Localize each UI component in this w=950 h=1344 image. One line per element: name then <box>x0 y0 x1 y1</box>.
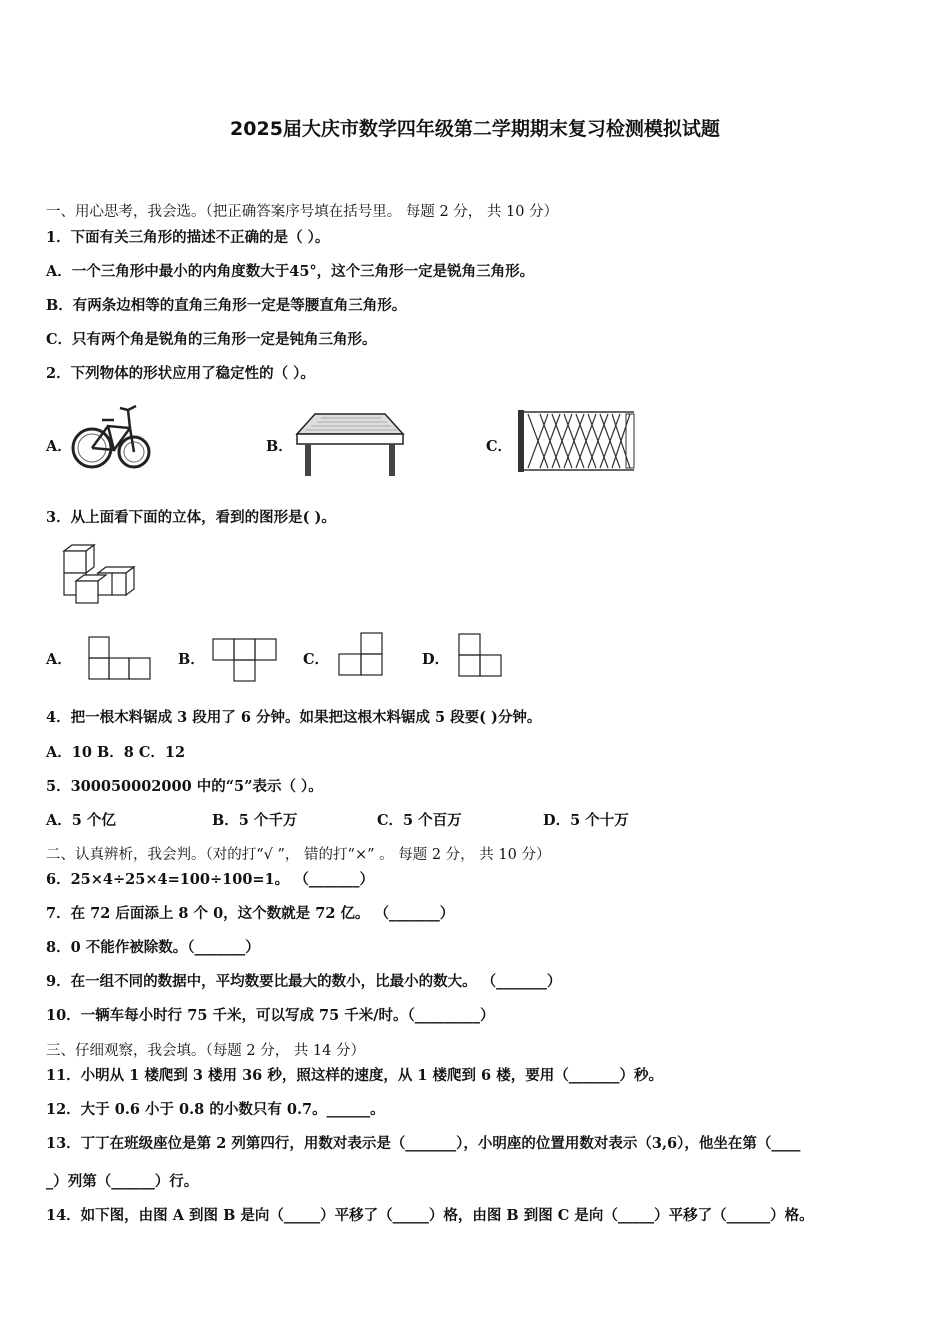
question-1-option-a: A．一个三角形中最小的内角度数大于45°，这个三角形一定是锐角三角形。 <box>46 263 535 280</box>
question-2-option-c: C． <box>486 438 513 455</box>
question-5-option-d: D．5 个十万 <box>543 812 629 829</box>
question-14: 14．如下图，由图 A 到图 B 是向（_____）平移了（_____）格，由图 B 到图 C 是向（_____）平移了（______）格。 <box>46 1207 814 1224</box>
question-5-stem: 5．300050002000 中的“5”表示（ ）。 <box>46 778 323 795</box>
question-5-option-c: C．5 个百万 <box>377 812 462 829</box>
question-5-option-a: A．5 个亿 <box>46 812 116 829</box>
shape-a-image <box>88 636 152 680</box>
question-13-line-1: 13．丁丁在班级座位是第 2 列第四行，用数对表示是（_______），小明座的位置用数对表示（3,6），他坐在第（____ <box>46 1135 801 1152</box>
question-13-line-2: _）列第（______）行。 <box>46 1173 199 1190</box>
bicycle-image <box>72 398 152 474</box>
retractable-gate-image <box>518 410 636 474</box>
question-1-option-c: C．只有两个角是锐角的三角形一定是钝角三角形。 <box>46 331 377 348</box>
question-2-option-b: B． <box>266 438 293 455</box>
question-3-option-a: A． <box>46 651 72 668</box>
section-2-heading: 二、认真辨析，我会判。（对的打“√ ”， 错的打“×” 。 每题 2 分， 共 10 分） <box>46 847 551 863</box>
table-image <box>295 412 405 478</box>
question-2-option-a: A． <box>46 438 72 455</box>
question-9: 9．在一组不同的数据中，平均数要比最大的数小，比最小的数大。 （_______） <box>46 973 562 990</box>
question-1-stem: 1．下面有关三角形的描述不正确的是（ ）。 <box>46 229 330 246</box>
shape-c-image <box>338 632 384 678</box>
question-6: 6．25×4÷25×4=100÷100=1。 （_______） <box>46 871 374 888</box>
page-title: 2025届大庆市数学四年级第二学期期末复习检测模拟试题 <box>230 118 720 140</box>
shape-d-image <box>458 633 504 679</box>
question-4-stem: 4．把一根木料锯成 3 段用了 6 分钟。如果把这根木料锯成 5 段要( )分钟。 <box>46 709 542 726</box>
question-3-option-b: B． <box>178 651 205 668</box>
question-8: 8．0 不能作被除数。（_______） <box>46 939 260 956</box>
section-3-heading: 三、仔细观察，我会填。（每题 2 分， 共 14 分） <box>46 1043 365 1059</box>
cube-stack-image <box>56 543 136 607</box>
section-1-heading: 一、用心思考，我会选。（把正确答案序号填在括号里。 每题 2 分， 共 10 分） <box>46 204 559 220</box>
question-1-option-b: B．有两条边相等的直角三角形一定是等腰直角三角形。 <box>46 297 407 314</box>
question-7: 7．在 72 后面添上 8 个 0，这个数就是 72 亿。 （_______） <box>46 905 455 922</box>
question-3-option-d: D． <box>422 651 450 668</box>
question-11: 11．小明从 1 楼爬到 3 楼用 36 秒，照这样的速度，从 1 楼爬到 6 楼，要用（_______）秒。 <box>46 1067 663 1084</box>
shape-b-image <box>212 638 278 682</box>
question-10: 10．一辆车每小时行 75 千米，可以写成 75 千米/时。（_________） <box>46 1007 495 1024</box>
question-3-stem: 3．从上面看下面的立体，看到的图形是( )。 <box>46 509 336 526</box>
question-12: 12．大于 0.6 小于 0.8 的小数只有 0.7。______。 <box>46 1101 385 1118</box>
question-5-option-b: B．5 个千万 <box>212 812 298 829</box>
question-3-option-c: C． <box>303 651 330 668</box>
question-4-options: A．10 B．8 C．12 <box>46 744 186 761</box>
question-2-stem: 2．下列物体的形状应用了稳定性的（ ）。 <box>46 365 315 382</box>
